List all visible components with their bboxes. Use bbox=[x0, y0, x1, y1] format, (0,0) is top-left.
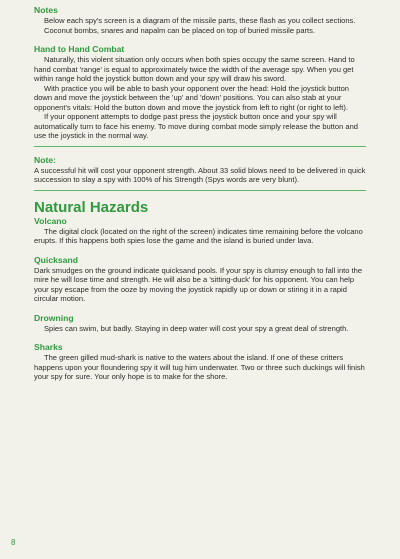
note-heading: Note: bbox=[34, 154, 56, 165]
notes-heading: Notes bbox=[34, 5, 58, 15]
quicksand-paragraph: Dark smudges on the ground indicate quicksand pools. If your spy is clumsy enough to fall into the mire he will lose time and strength. He will also be a 'sitting-duck' for his opponent. You can help your spy escape from the ooze by moving the joystick rapidly up or down or stiring it in a rapid circular motion. bbox=[34, 265, 363, 303]
divider-rule bbox=[34, 190, 366, 191]
volcano-heading: Volcano bbox=[34, 215, 67, 226]
notes-paragraph-2: Coconut bombs, snares and napalm can be placed on top of buried missile parts. bbox=[44, 25, 316, 35]
quicksand-heading: Quicksand bbox=[34, 254, 78, 265]
hand-combat-paragraph-2: With practice you will be able to bash your opponent over the head: Hold the joystick button down and move the joystick between the 'up' and 'down' positions. You can also stab at your opponent's vitals: Hold the button down and move the joystick from left to right (or right to left). bbox=[34, 83, 349, 112]
sharks-heading: Sharks bbox=[34, 342, 63, 352]
hand-combat-paragraph-3: If your opponent attempts to dodge past press the joystick button once and your spy will automatically turn to face his enemy. To move during combat mode simply release the button and use the joystick in the normal way. bbox=[34, 112, 358, 140]
natural-hazards-title: Natural Hazards bbox=[34, 198, 149, 216]
divider-rule bbox=[34, 146, 366, 147]
page-content bbox=[34, 5, 366, 382]
drowning-heading: Drowning bbox=[34, 312, 74, 323]
sharks-paragraph: The green gilled mud-shark is native to the waters about the island. If one of these critters happens upon your floundering spy it will tug him underwater. Two or three such duckings will finish your spy for sure. Your only hope is to make for the shore. bbox=[34, 353, 365, 381]
note-paragraph: A successful hit will cost your opponent strength. About 33 solid blows need to be delivered in quick succession to slay a spy with 100% of his Strength (Spys words are very blunt). bbox=[34, 165, 366, 184]
page-number: 8 bbox=[11, 538, 16, 547]
drowning-paragraph: Spies can swim, but badly. Staying in deep water will cost your spy a great deal of strength. bbox=[44, 323, 349, 333]
notes-paragraph-1: Below each spy's screen is a diagram of the missile parts, these flash as you collect sections. bbox=[44, 16, 356, 25]
hand-combat-paragraph-1: Naturally, this violent situation only occurs when both spies occupy the same screen. Hand to hand combat 'range' is equal to approximately twice the width of the average spy. When you get within range hold the joystick button down and your spy will draw his sword. bbox=[34, 55, 355, 83]
volcano-paragraph: The digital clock (located on the right of the screen) indicates time remaining before the volcano erupts. If this happens both spies lose the game and the island is buried under lava. bbox=[34, 226, 363, 245]
hand-combat-heading: Hand to Hand Combat bbox=[34, 44, 125, 54]
